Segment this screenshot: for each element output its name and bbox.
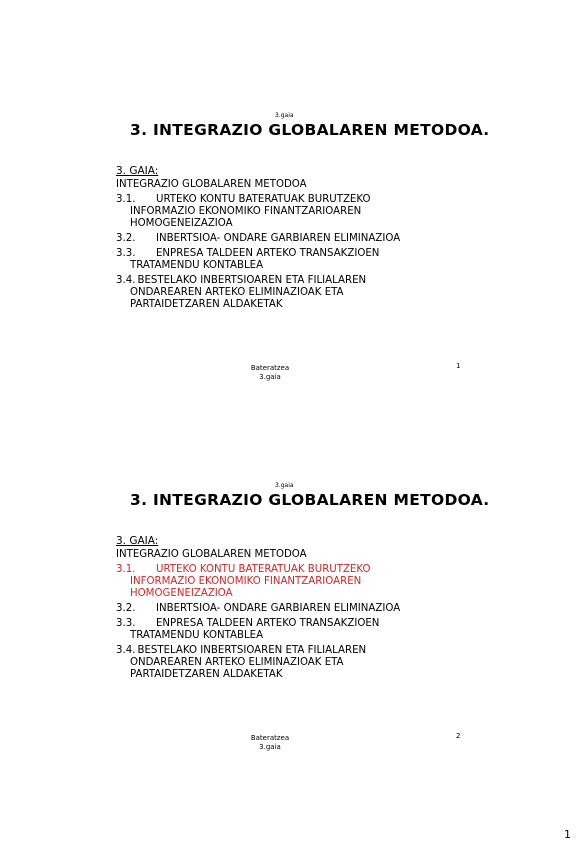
- slide-1: [0, 112, 580, 482]
- item-text: INBERTSIOA- ONDARE GARBIAREN ELIMINAZIOA: [156, 233, 401, 244]
- item-text: BESTELAKO INBERTSIOAREN ETA FILIALAREN: [137, 275, 367, 286]
- footer-subtitle: 3.gaia: [259, 373, 281, 381]
- item-text: TRATAMENDU KONTABLEA: [130, 260, 264, 271]
- item-text: PARTAIDETZAREN ALDAKETAK: [130, 669, 283, 680]
- item-text: TRATAMENDU KONTABLEA: [130, 630, 264, 641]
- item-text: INBERTSIOA- ONDARE GARBIAREN ELIMINAZIOA: [156, 603, 401, 614]
- topic-label: 3. GAIA:: [116, 165, 159, 177]
- item-text: INFORMAZIO EKONOMIKO FINANTZARIOAREN: [130, 206, 362, 217]
- item-number: 3.3.: [116, 618, 136, 629]
- topic-label: 3. GAIA:: [116, 535, 159, 547]
- item-text: URTEKO KONTU BATERATUAK BURUTZEKO: [156, 194, 371, 205]
- item-text: ENPRESA TALDEEN ARTEKO TRANSAKZIOEN: [156, 618, 380, 629]
- footer-subtitle: 3.gaia: [259, 743, 281, 751]
- slide-title: 3. INTEGRAZIO GLOBALAREN METODOA.: [130, 121, 490, 139]
- item-text: ONDAREAREN ARTEKO ELIMINAZIOAK ETA: [130, 287, 344, 298]
- item-text: ONDAREAREN ARTEKO ELIMINAZIOAK ETA: [130, 657, 344, 668]
- topic-list: [116, 564, 446, 684]
- list-item: [116, 248, 446, 272]
- item-text: ENPRESA TALDEEN ARTEKO TRANSAKZIOEN: [156, 248, 380, 259]
- slide-header-small: 3.gaia: [275, 112, 294, 119]
- item-text: PARTAIDETZAREN ALDAKETAK: [130, 299, 283, 310]
- item-number: 3.1.: [116, 564, 136, 575]
- item-text: URTEKO KONTU BATERATUAK BURUTZEKO: [156, 564, 371, 575]
- item-number: 3.1.: [116, 194, 136, 205]
- list-item: [116, 194, 446, 230]
- list-item: [116, 618, 446, 642]
- slide-footer: [248, 734, 292, 752]
- list-item: [116, 275, 446, 311]
- list-item: [116, 233, 446, 245]
- footer-title: Bateratzea: [250, 364, 290, 372]
- footer-title: Bateratzea: [250, 734, 290, 742]
- item-text: BESTELAKO INBERTSIOAREN ETA FILIALAREN: [137, 645, 367, 656]
- item-text: INFORMAZIO EKONOMIKO FINANTZARIOAREN: [130, 576, 362, 587]
- list-item-highlighted: [116, 564, 446, 600]
- item-number: 3.4.: [116, 275, 136, 286]
- item-text: HOMOGENEIZAZIOA: [130, 588, 233, 599]
- item-number: 3.2.: [116, 603, 136, 614]
- sheet-page-number: 1: [564, 828, 571, 841]
- item-text: HOMOGENEIZAZIOA: [130, 218, 233, 229]
- topic-list: [116, 194, 446, 314]
- slide-2: [0, 482, 580, 852]
- item-number: 3.2.: [116, 233, 136, 244]
- topic-subtitle: INTEGRAZIO GLOBALAREN METODOA: [116, 179, 307, 190]
- slide-title: 3. INTEGRAZIO GLOBALAREN METODOA.: [130, 491, 490, 509]
- slide-footer: [248, 364, 292, 382]
- list-item: [116, 603, 446, 615]
- item-number: 3.4.: [116, 645, 136, 656]
- topic-subtitle: INTEGRAZIO GLOBALAREN METODOA: [116, 549, 307, 560]
- list-item: [116, 645, 446, 681]
- slide-page-number: 1: [456, 362, 461, 370]
- slide-page-number: 2: [456, 732, 461, 740]
- slide-header-small: 3.gaia: [275, 482, 294, 489]
- item-number: 3.3.: [116, 248, 136, 259]
